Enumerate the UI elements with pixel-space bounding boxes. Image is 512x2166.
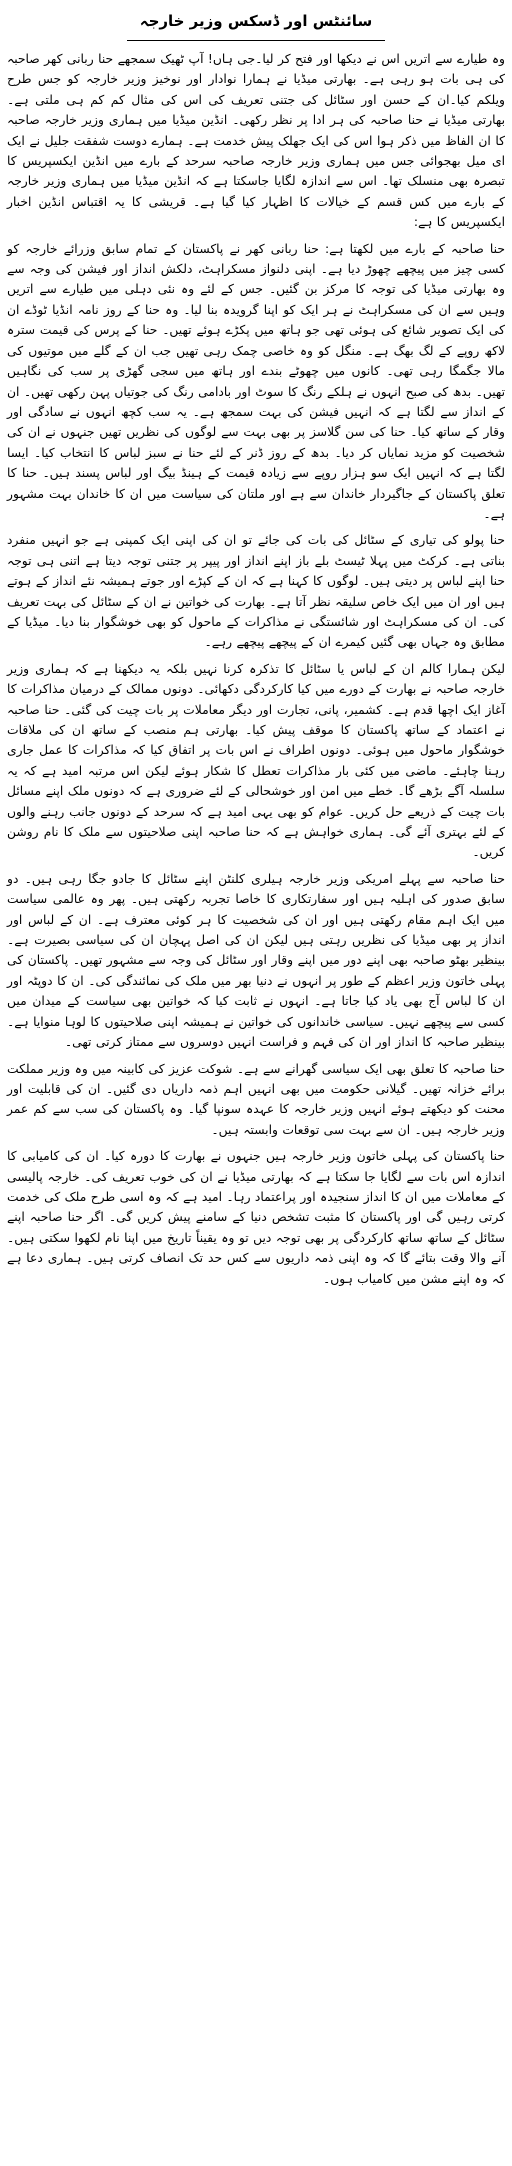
paragraph-2: حنا صاحبہ کے بارے میں لکھتا ہے: حنا ربانی کھر نے پاکستان کے تمام سابق وزرائے خارجہ کو کسی چیز میں پیچھے چھوڑ دیا ہے۔ اپنی دلنواز مسکراہٹ، دلکش انداز اور فیشن کی وجہ سے وہ بھارتی میڈیا کی توجہ کا مرکز بن گئیں۔ جس کے لئے وہ نئی دہلی میں طیارے سے اتریں وہیں سے ان کی مسکراہٹ نے ہر ایک کو اپنا گرویدہ بنا لیا۔ وہ حنا کے روز نامہ انڈیا ٹوڈے ان کی ایک تصویر شائع کی ہوئی تھی جو ہاتھ میں پکڑے ہوئے تھیں۔ حنا کے پرس کی قیمت سترہ لاکھ روپے کے لگ بھگ ہے۔ منگل کو وہ خاصی چمک رہی تھیں جب ان کے گلے میں موتیوں کی مالا جگمگا رہی تھی۔ کانوں میں چھوٹے بندے اور ہاتھ میں سجی گھڑی پر سب کی نگاہیں تھیں۔ بدھ کی صبح انہوں نے ہلکے رنگ کا سوٹ اور بادامی رنگ کی جوتیاں پہن رکھی تھیں۔ ان کے انداز سے لگتا ہے کہ انہیں فیشن کی بہت سمجھ ہے۔ یہ سب کچھ انہوں نے سادگی اور وقار کے ساتھ کیا۔ حنا کی سن گلاسز پر بھی بہت سے لوگوں کی نظریں تھیں جنہوں نے ان کی شخصیت کو مزید نمایاں کر دیا۔ بدھ کے روز ڈنر کے لئے حنا نے سبز لباس کا انتخاب کیا۔ ایسا لگتا ہے کہ انہیں ایک سو ہزار روپے سے زیادہ قیمت کے ہینڈ بیگ اور لباس پسند ہیں۔ حنا کا تعلق پاکستان کے جاگیردار خاندان سے ہے اور ملتان کی سیاست میں ان کا خاندان بہت مشہور ہے۔: [7, 241, 505, 521]
paragraph-1: وہ طیارے سے اتریں اس نے دیکھا اور فتح کر لیا۔جی ہاں! آپ ٹھیک سمجھے حنا ربانی کھر صاحبہ کی ہی بات ہو رہی ہے۔ بھارتی میڈیا نے ہمارا نوادار اور نوخیز وزیر خارجہ کو جس طرح ویلکم کیا۔ان کے حسن اور سٹائل کی جتنی تعریف کی اس کی مثال کم کم ہی ملتی ہے۔ بھارتی میڈیا نے حنا صاحبہ کی ہر ادا پر نظر رکھی۔ انڈین میڈیا میں ہماری وزیر خارجہ صاحبہ کا ان الفاظ میں ذکر ہوا اس کی ایک جھلک پیش خدمت ہے۔ ہمارے دوست شفقت جلیل نے ایک ای میل بھجوائی جس میں ہماری وزیر خارجہ صاحبہ سرحد کے بارے میں انڈین ایکسپریس کا تبصرہ بھی منسلک تھا۔ اس سے اندازہ لگایا جاسکتا ہے کہ انڈین میڈیا میں ہماری وزیر خارجہ کے بارے میں کس قسم کے خیالات کا اظہار کیا گیا ہے۔ قریشی کا یہ اقتباس انڈین اخبار ایکسپریس کا ہے:: [7, 52, 505, 230]
headline-divider: [127, 40, 385, 41]
paragraph-6: حنا صاحبہ کا تعلق بھی ایک سیاسی گھرانے سے ہے۔ شوکت عزیز کی کابینہ میں وہ وزیر مملکت برائے خزانہ تھیں۔ گیلانی حکومت میں بھی انہیں اہم ذمہ داریاں دی گئیں۔ ان کی قابلیت اور محنت کو دیکھتے ہوئے انہیں وزیر خارجہ کا عہدہ سونپا گیا۔ وہ پاکستان کی سب سے کم عمر وزیر خارجہ ہیں۔ ان سے بہت سی توقعات وابستہ ہیں۔: [7, 1061, 505, 1137]
paragraph-7: حنا پاکستان کی پہلی خاتون وزیر خارجہ ہیں جنہوں نے بھارت کا دورہ کیا۔ ان کی کامیابی کا اندازہ اس بات سے لگایا جا سکتا ہے کہ بھارتی میڈیا نے ان کی خوب تعریف کی۔ خارجہ پالیسی کے معاملات میں ان کا انداز سنجیدہ اور پراعتماد رہا۔ امید ہے کہ وہ اسی طرح ملک کی خدمت کرتی رہیں گی اور پاکستان کا مثبت تشخص دنیا کے سامنے پیش کریں گی۔ اگر حنا صاحبہ اپنے سٹائل کے ساتھ ساتھ کارکردگی پر بھی توجہ دیں تو وہ یقیناً تاریخ میں اپنا نام لکھوا سکتی ہیں۔ آنے والا وقت بتائے گا کہ وہ اپنی ذمہ داریوں سے کس حد تک انصاف کرتی ہیں۔ ہماری دعا ہے کہ وہ اپنے مشن میں کامیاب ہوں۔: [7, 1149, 505, 1286]
article-headline: سائنٹس اور ڈسکس وزیر خارجہ: [139, 12, 373, 30]
paragraph-4: لیکن ہمارا کالم ان کے لباس یا سٹائل کا تذکرہ کرنا نہیں بلکہ یہ دیکھنا ہے کہ ہماری وزیر خارجہ صاحبہ نے بھارت کے دورے میں کیا کارکردگی دکھائی۔ دونوں ممالک کے درمیان مذاکرات کا آغاز ایک اچھا قدم ہے۔ کشمیر، پانی، تجارت اور دیگر معاملات پر بات چیت کی گئی۔ حنا صاحبہ نے اعتماد کے ساتھ پاکستان کا موقف پیش کیا۔ بھارتی ہم منصب کے ساتھ ان کی ملاقات خوشگوار ماحول میں ہوئی۔ دونوں اطراف نے اس بات پر اتفاق کیا کہ مذاکرات کا عمل جاری رہنا چاہئے۔ ماضی میں کئی بار مذاکرات تعطل کا شکار ہوئے لیکن اس مرتبہ امید ہے کہ یہ سلسلہ آگے بڑھے گا۔ خطے میں امن اور خوشحالی کے لئے ضروری ہے کہ دونوں ملک اپنے مسائل بات چیت کے ذریعے حل کریں۔ عوام کو بھی یہی امید ہے کہ سرحد کے دونوں جانب رہنے والوں کے لئے بہتری آئے گی۔ ہماری خواہش ہے کہ حنا صاحبہ اپنی صلاحیتوں سے ملک کا نام روشن کریں۔: [7, 661, 505, 860]
paragraph-3: حنا پولو کی تیاری کے سٹائل کی بات کی جائے تو ان کی اپنی ایک کمپنی ہے جو انہیں منفرد بناتی ہے۔ کرکٹ میں پہلا ٹیسٹ بلے باز اپنے انداز اور پیپر پر جتنی توجہ دیتا ہے اتنی ہی توجہ حنا اپنے لباس پر دیتی ہیں۔ لوگوں کا کہنا ہے کہ ان کے کپڑے اور جوتے ہمیشہ نئے انداز کے ہوتے ہیں اور ان میں ایک خاص سلیقہ نظر آتا ہے۔ بھارت کی خواتین نے ان کے سٹائل کی بہت تعریف کی۔ ان کی مسکراہٹ اور شائستگی نے مذاکرات کے ماحول کو بھی خوشگوار بنا دیا۔ میڈیا کے مطابق وہ جہاں بھی گئیں کیمرے ان کے پیچھے پیچھے رہے۔: [7, 533, 505, 650]
paragraph-5: حنا صاحبہ سے پہلے امریکی وزیر خارجہ ہیلری کلنٹن اپنے سٹائل کا جادو جگا رہی ہیں۔ دو سابق صدور کی اہلیہ ہیں اور سفارتکاری کا خاصا تجربہ رکھتی ہیں۔ پھر وہ عالمی سیاست میں ایک اہم مقام رکھتی ہیں اور ان کی شخصیت کا ہر کوئی معترف ہے۔ ان کے لباس اور انداز پر بھی میڈیا کی نظریں رہتی ہیں لیکن ان کی اصل پہچان ان کی سیاسی بصیرت ہے۔ بینظیر بھٹو صاحبہ بھی اپنے دور میں اپنے وقار اور سٹائل کی وجہ سے مشہور تھیں۔ پاکستان کی پہلی خاتون وزیر اعظم کے طور پر انہوں نے دنیا بھر میں ملک کی نمائندگی کی۔ ان کا دوپٹہ اور ان کا لباس آج بھی یاد کیا جاتا ہے۔ انہوں نے ثابت کیا کہ خواتین بھی سیاست کے میدان میں کسی سے پیچھے نہیں۔ سیاسی خاندانوں کی خواتین نے ہمیشہ اپنی صلاحیتوں کا لوہا منوایا ہے۔ بینظیر صاحبہ کا انداز اور ان کی فہم و فراست انہیں دوسروں سے ممتاز کرتی تھی۔: [7, 871, 505, 1050]
